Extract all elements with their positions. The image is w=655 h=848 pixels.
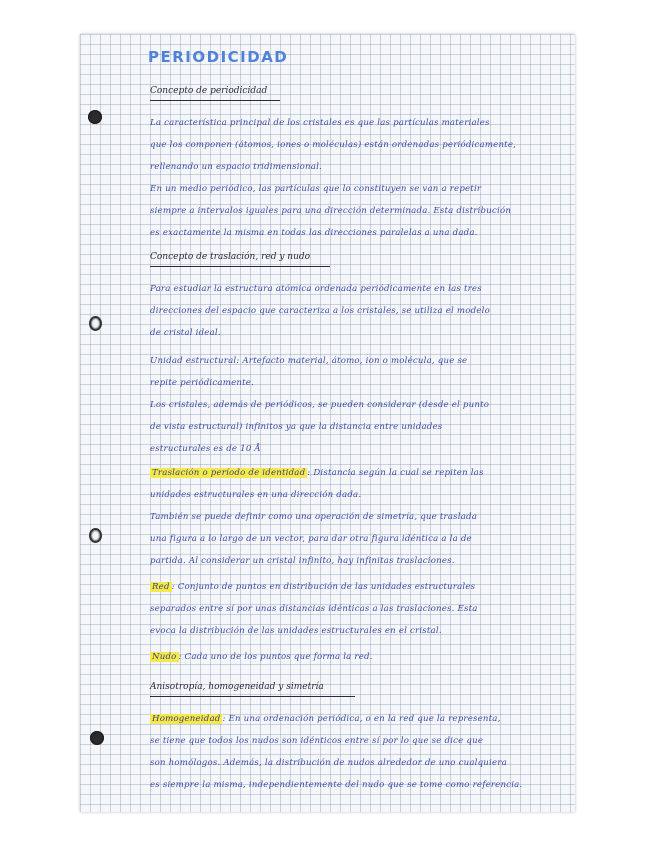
text-line (150, 646, 565, 668)
notebook-page (80, 34, 575, 812)
text-line: La característica principal de los cristales es que las partículas materiales (150, 118, 490, 128)
text-span: : En una ordenación periódica, o en la red que la representa, (222, 714, 501, 724)
paragraph-ideal-crystal (150, 278, 565, 344)
text-line: una figura a lo largo de un vector, para dar otra figura idéntica a la de (150, 534, 472, 544)
binder-hole-ring-2 (89, 528, 102, 543)
text-line: de cristal ideal. (150, 328, 221, 338)
paragraph-homogeneity (150, 708, 565, 796)
text-line: unidades estructurales en una dirección dada. (150, 490, 362, 500)
highlight-term: Red (152, 582, 170, 592)
text-line: se tiene que todos los nudos son idénticos entre sí por lo que se dice que (150, 736, 484, 746)
text-line: siempre a intervalos iguales para una dirección determinada. Esta distribución (150, 206, 512, 216)
text-line: que los componen (átomos, iones o moléculas) están ordenadas periódicamente, (150, 140, 517, 150)
text-span: estructurales es de 10 Å (150, 444, 261, 454)
text-line: Para estudiar la estructura atómica ordenada periódicamente en las tres (150, 284, 482, 294)
heading-underline (150, 100, 280, 101)
text-line: es exactamente la misma en todas las direcciones paralelas a una dada. (150, 228, 478, 238)
page-title: PERIODICIDAD (148, 48, 289, 66)
text-span: : Cada uno de los puntos que forma la red. (178, 652, 373, 662)
highlight-term: Traslación o período de identidad (152, 468, 306, 478)
text-line: Unidad estructural: Artefacto material, átomo, ion o molécula, que se (150, 356, 468, 366)
heading-underline (150, 266, 330, 267)
text-line: En un medio periódico, las partículas que lo constituyen se van a repetir (150, 184, 482, 194)
text-line: son homólogos. Además, la distribución de nudos alrededor de uno cualquiera (150, 758, 507, 768)
paragraph-node (150, 646, 565, 668)
text-line: Los cristales, además de periódicos, se pueden considerar (desde el punto (150, 400, 490, 410)
text-line: direcciones del espacio que caracteriza a los cristales, se utiliza el modelo (150, 306, 490, 316)
highlight-term: Nudo (152, 652, 177, 662)
paragraph-structural-unit (150, 350, 565, 460)
text-line: es siempre la misma, independientemente del nudo que se tome como referencia. (150, 780, 523, 790)
text-line: de vista estructural) infinitos ya que la distancia entre unidades (150, 422, 443, 432)
section-heading-periodicity: Concepto de periodicidad (150, 86, 268, 96)
text-line: separados entre sí por unas distancias idénticas a las traslaciones. Esta (150, 604, 478, 614)
highlight-term: Homogeneidad (152, 714, 221, 724)
paragraph-periodicity (150, 112, 565, 244)
text-line (150, 462, 565, 484)
section-heading-anisotropy: Anisotropía, homogeneidad y simetría (150, 682, 324, 692)
paragraph-lattice (150, 576, 565, 642)
binder-hole-top (88, 110, 102, 124)
text-line: partida. Al considerar un cristal infinito, hay infinitas traslaciones. (150, 556, 455, 566)
text-line (150, 438, 565, 460)
text-line: repite periódicamente. (150, 378, 254, 388)
text-span: : Distancia según la cual se repiten las (307, 468, 484, 478)
text-line: evoca la distribución de las unidades estructurales en el cristal. (150, 626, 442, 636)
text-span: : Conjunto de puntos en distribución de las unidades estructurales (171, 582, 476, 592)
binder-hole-ring-1 (89, 316, 102, 331)
binder-hole-bottom (90, 731, 104, 745)
text-line: rellenando un espacio tridimensional. (150, 162, 322, 172)
text-line: También se puede definir como una operación de simetría, que traslada (150, 512, 478, 522)
text-line (150, 576, 565, 598)
section-heading-translation: Concepto de traslación, red y nudo (150, 252, 311, 262)
paragraph-translation (150, 462, 565, 572)
heading-underline (150, 696, 355, 697)
text-line (150, 708, 565, 730)
